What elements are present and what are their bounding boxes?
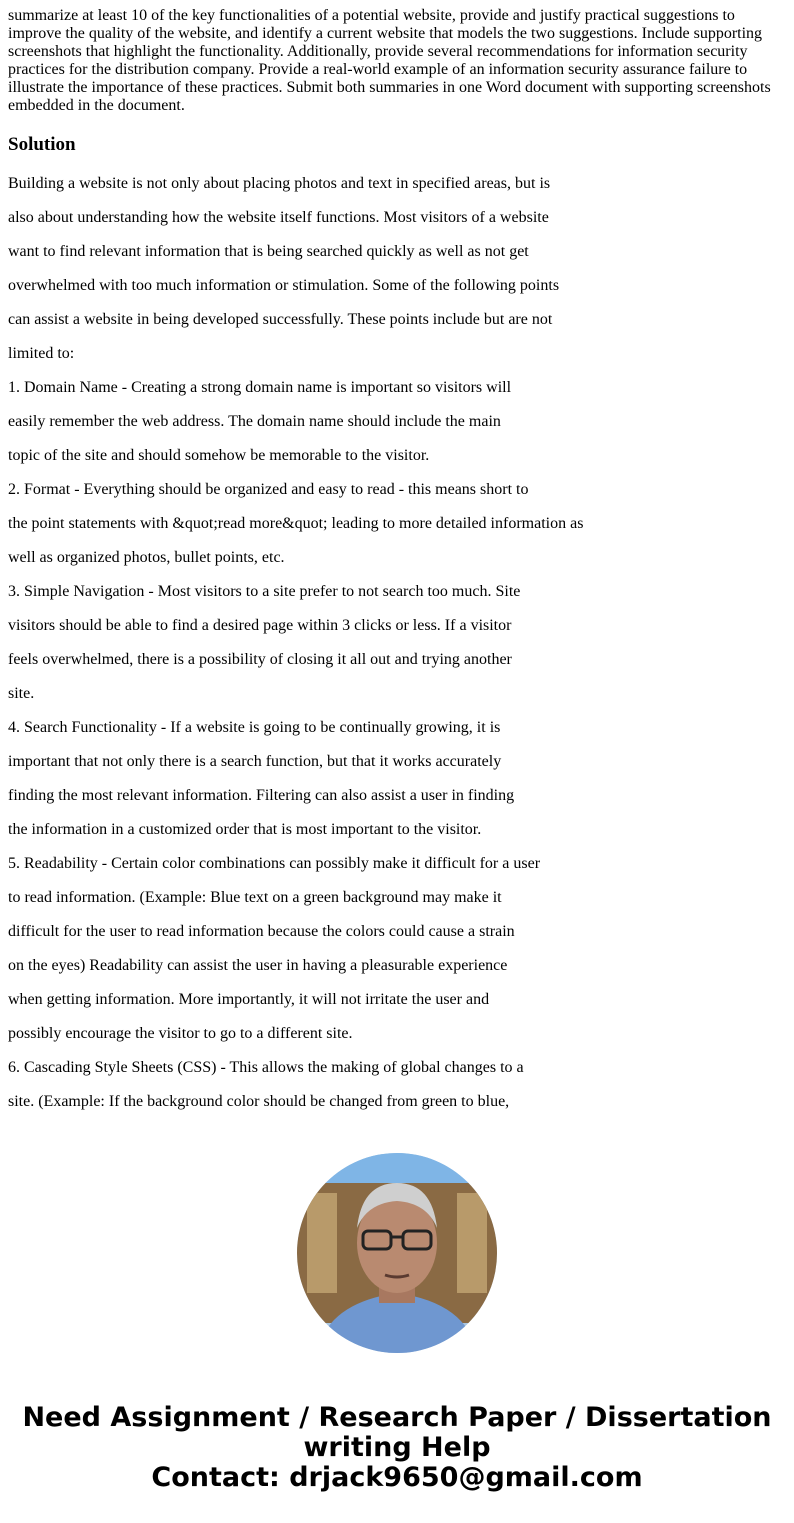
solution-line: 4. Search Functionality - If a website is going to be continually growing, it is	[8, 719, 501, 736]
solution-line: overwhelmed with too much information or stimulation. Some of the following points	[8, 277, 560, 294]
solution-line: want to find relevant information that is being searched quickly as well as not get	[8, 243, 529, 260]
solution-line: 3. Simple Navigation - Most visitors to a site prefer to not search too much. Site	[8, 583, 521, 600]
solution-line: easily remember the web address. The domain name should include the main	[8, 413, 501, 430]
solution-line: important that not only there is a search function, but that it works accurately	[8, 753, 502, 770]
solution-line: feels overwhelmed, there is a possibility of closing it all out and trying another	[8, 651, 512, 668]
solution-line: difficult for the user to read information because the colors could cause a strain	[8, 923, 515, 940]
solution-line: visitors should be able to find a desired page within 3 clicks or less. If a visitor	[8, 617, 512, 634]
solution-line: when getting information. More importantly, it will not irritate the user and	[8, 991, 490, 1008]
promo-contact: Contact: drjack9650@gmail.com	[151, 1462, 643, 1493]
solution-line: to read information. (Example: Blue text on a green background may make it	[8, 889, 502, 906]
solution-line: possibly encourage the visitor to go to a different site.	[8, 1025, 353, 1042]
solution-line: topic of the site and should somehow be memorable to the visitor.	[8, 447, 430, 464]
solution-line: finding the most relevant information. Filtering can also assist a user in finding	[8, 787, 515, 804]
solution-line: can assist a website in being developed successfully. These points include but are not	[8, 311, 553, 328]
solution-line: 2. Format - Everything should be organized and easy to read - this means short to	[8, 481, 529, 498]
solution-line: limited to:	[8, 345, 75, 362]
promo-line-1: Need Assignment / Research Paper / Dissertation	[22, 1402, 772, 1433]
solution-body	[8, 174, 583, 1126]
solution-line: site. (Example: If the background color should be changed from green to blue,	[8, 1093, 510, 1110]
solution-line: site.	[8, 685, 35, 702]
solution-line: 1. Domain Name - Creating a strong domain name is important so visitors will	[8, 379, 512, 396]
solution-line: well as organized photos, bullet points, etc.	[8, 549, 285, 566]
solution-line: Building a website is not only about placing photos and text in specified areas, but is	[8, 175, 551, 192]
promo-line-2: writing Help	[303, 1432, 491, 1463]
solution-line: on the eyes) Readability can assist the user in having a pleasurable experience	[8, 957, 508, 974]
solution-line: 5. Readability - Certain color combinations can possibly make it difficult for a user	[8, 855, 541, 872]
solution-line: the information in a customized order that is most important to the visitor.	[8, 821, 482, 838]
promo-banner	[0, 1403, 794, 1493]
author-photo	[297, 1153, 497, 1353]
question-text: summarize at least 10 of the key functionalities of a potential website, provide and justify practical suggestions to improve the quality of the website, and identify a current website that models the two suggestions. Include supporting screenshots that highlight the functionality. Additionally, provide several recommendations for information security practices for the distribution company. Provide a real-world example of an information security assurance failure to illustrate the importance of these practices. Submit both summaries in one Word document with supporting screenshots embedded in the document.	[8, 7, 771, 114]
solution-line: 6. Cascading Style Sheets (CSS) - This allows the making of global changes to a	[8, 1059, 524, 1076]
solution-heading: Solution	[8, 134, 76, 155]
solution-line: also about understanding how the website itself functions. Most visitors of a website	[8, 209, 549, 226]
solution-line: the point statements with &quot;read more&quot; leading to more detailed information as	[8, 515, 584, 532]
